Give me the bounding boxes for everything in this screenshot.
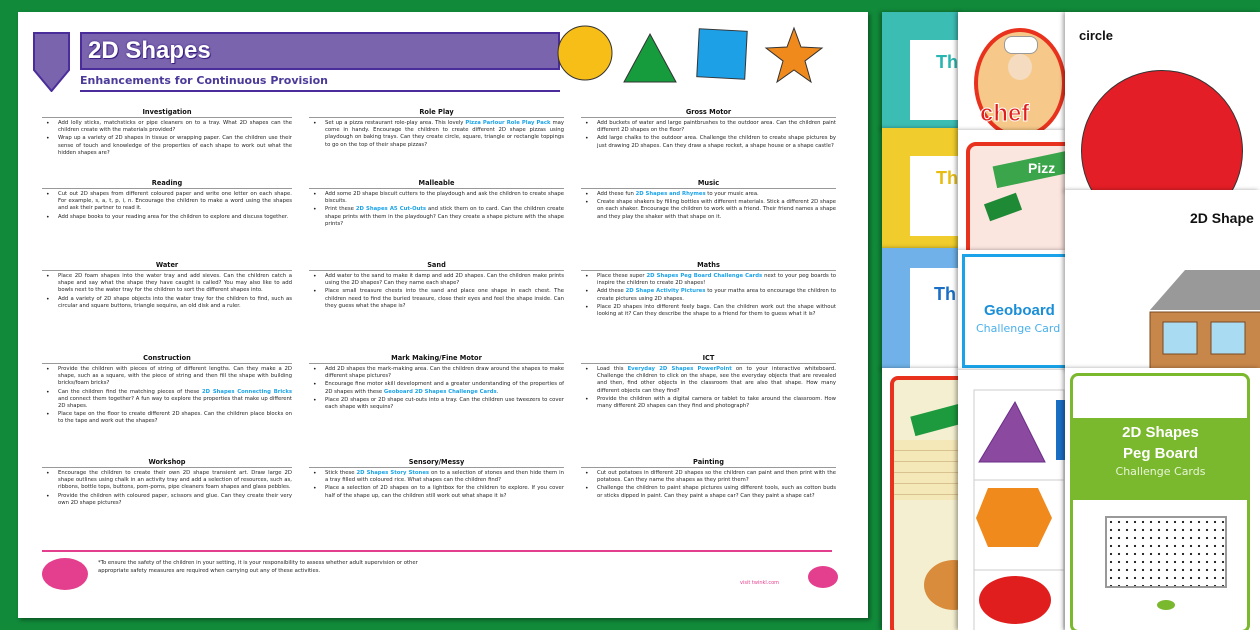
- twinkl-logo: [42, 558, 88, 590]
- item-text: Load this: [597, 366, 628, 372]
- list-item: [581, 366, 836, 395]
- card-title: 2D Shape: [1190, 210, 1254, 226]
- activity-list: [309, 366, 564, 411]
- circle-card: [1065, 12, 1260, 192]
- item-text: Add buckets of water and large paintbrushes to the outdoor area. Can the children paint different 2D shapes on the floor?: [597, 120, 836, 134]
- section-heading: Investigation: [42, 108, 292, 118]
- list-item: [42, 493, 292, 507]
- section-workshop: [42, 458, 292, 550]
- section-painting: [581, 458, 836, 550]
- peg-board-picture: [1105, 516, 1227, 588]
- activity-list: [42, 273, 292, 310]
- list-item: [309, 470, 564, 484]
- item-text: Encourage the children to create their own 2D shape transient art. Draw large 2D shape outlines using chalk in an activity tray and add a selection of resources, such as, ribbons, bottle tops, buttons, pom-poms, pipe cleaners foam shapes and glass pebbles.: [58, 470, 292, 491]
- item-text: Challenge the children to paint shape pictures using different tools, such as cotton buds or sticks dipped in paint. Can they paint a shape car? Can they paint a shape cat?: [597, 485, 836, 499]
- card-title: Geoboard: [984, 302, 1055, 319]
- item-text: Place tape on the floor to create different 2D shapes. Can the children place blocks on to the tape and work out the shapes?: [58, 411, 292, 425]
- page-title: 2D Shapes: [88, 37, 211, 64]
- section-heading: Music: [581, 179, 836, 189]
- card-title: chef: [980, 100, 1030, 127]
- card-subtitle: Challenge Card: [976, 322, 1061, 335]
- section-mark-making-fine-motor: [309, 354, 564, 458]
- triangle-shape-icon: [622, 32, 678, 84]
- item-text: and stick them on to card. Can the children create shape prints with them in the playdough? Can they create a shape picture with the shape prints?: [325, 206, 564, 227]
- section-ict: [581, 354, 836, 458]
- section-heading: Painting: [581, 458, 836, 468]
- list-item: [581, 470, 836, 484]
- resource-link[interactable]: 2D Shape Activity Pictures: [625, 288, 706, 295]
- item-text: Set up a pizza restaurant role-play area. This lovely: [325, 120, 466, 126]
- item-text: Add these fun: [597, 191, 636, 197]
- item-text: next to your peg boards to inspire the children to create 2D shapes!: [597, 273, 837, 287]
- section-heading: Sensory/Messy: [309, 458, 564, 468]
- peg-board-card: [1065, 368, 1260, 630]
- activity-list: [42, 191, 292, 221]
- resource-link[interactable]: Geoboard 2D Shapes Challenge Cards: [383, 388, 497, 395]
- item-text: Can the children find the matching pieces of these: [58, 388, 202, 395]
- section-malleable: [309, 179, 564, 261]
- list-item: [581, 135, 836, 149]
- list-item: [42, 214, 292, 221]
- list-item: [42, 191, 292, 213]
- list-item: [309, 206, 564, 228]
- item-text: Cut out potatoes in different 2D shapes so the children can paint and then print with the potatoes. Can they name the shapes as they print them?: [597, 470, 836, 484]
- card-subtitle: Challenge Cards: [1115, 465, 1206, 478]
- item-text: Place small treasure chests into the sand and place one shape in each chest. The children need to find the buried treasure, close their eyes and feel the shape inside. Can they guess what the shape is?: [325, 288, 564, 309]
- star-shape-icon: [764, 26, 824, 84]
- visit-link[interactable]: visit twinkl.com: [740, 580, 780, 586]
- item-text: Add some 2D shape biscuit cutters to the playdough and ask the children to create shape biscuits.: [325, 191, 564, 205]
- list-item: [581, 191, 836, 198]
- item-text: Wrap up a variety of 2D shapes in tissue or wrapping paper. Can the children use their sense of touch and knowledge of the properties of each shape to work out what the hidden shapes are?: [58, 135, 292, 156]
- section-water: [42, 261, 292, 354]
- activity-list: [309, 470, 564, 500]
- activity-list: [309, 191, 564, 228]
- page-subtitle: Enhancements for Continuous Provision: [80, 74, 329, 87]
- list-item: [42, 135, 292, 157]
- activity-list: [581, 273, 836, 318]
- item-text: on to your interactive whiteboard. Challenge the children to click on the shape, see the everyday objects that are revealed and then, find other objects in the classroom that are also that shape. How many different objects can they find?: [597, 366, 836, 394]
- pizza-scene-card: [882, 368, 962, 630]
- teal-card: [882, 12, 962, 130]
- sections-grid: [42, 108, 837, 550]
- list-item: [309, 120, 564, 149]
- item-text: to your maths area to encourage the children to create pictures using 2D shapes.: [597, 288, 836, 302]
- list-item: [581, 199, 836, 221]
- item-text: Provide the children with pieces of string of different lengths. Can they make a 2D shape, such as a square, with the piece of string and then fill the shape with building bricks/foam bricks?: [58, 366, 292, 387]
- card-title: Th: [936, 168, 958, 188]
- square-shape-icon: [696, 28, 748, 80]
- item-text: to your music area.: [705, 191, 759, 197]
- section-music: [581, 179, 836, 261]
- geoboard-card: [958, 250, 1066, 370]
- twinkl-logo: [1157, 600, 1175, 610]
- section-heading: Maths: [581, 261, 836, 271]
- activity-list: [42, 120, 292, 157]
- list-item: [581, 288, 836, 302]
- section-heading: Workshop: [42, 458, 292, 468]
- card-title: Th: [934, 284, 956, 304]
- item-text: and connect them together? A fun way to explore the properties that make up different 2D shapes.: [58, 395, 292, 410]
- item-text: Place 2D shapes or 2D shape cut-outs into a tray. Can the children use tweezers to cover each shape with sequins?: [325, 396, 564, 411]
- item-text: may come in handy. Encourage the children to create different 2D shape pizzas using playdough on baking trays. Can they create circle, square, triangle or rectangle toppings to go on the top of their shape pizzas?: [325, 120, 564, 148]
- item-text: on to a selection of stones and then hide them in a tray filled with coloured rice. What shapes can the children find?: [325, 470, 564, 484]
- pizza-card: [958, 130, 1066, 250]
- list-item: [42, 120, 292, 134]
- list-item: [309, 397, 564, 411]
- list-item: [42, 273, 292, 295]
- section-heading: Sand: [309, 261, 564, 271]
- list-item: [309, 191, 564, 205]
- list-item: [581, 485, 836, 499]
- activity-list: [309, 120, 564, 149]
- circle-shape-icon: [556, 24, 614, 82]
- item-text: Provide the children with coloured paper, scissors and glue. Can they create their very own 2D shape pictures?: [58, 492, 292, 506]
- list-item: [581, 120, 836, 134]
- divider: [80, 90, 560, 92]
- resource-link[interactable]: 2D Shapes A5 Cut-Outs: [355, 206, 427, 213]
- title-banner: [80, 32, 560, 70]
- item-text: Add these: [597, 288, 626, 295]
- bookmark-arrow-icon: [33, 32, 70, 92]
- item-text: Add shape books to your reading area for the children to explore and discuss together.: [58, 213, 289, 220]
- item-text: Add 2D shapes the mark-making area. Can the children draw around the shapes to make different shape pictures?: [325, 366, 564, 380]
- item-text: Add large chalks to the outdoor area. Challenge the children to create shape pictures by just drawing 2D shapes. Can they draw a shape rocket, a shape house or a shape castle?: [597, 135, 836, 149]
- chef-card: [958, 12, 1066, 130]
- shape-pictures-card: [958, 370, 1066, 630]
- list-item: [309, 273, 564, 287]
- resource-link[interactable]: 2D Shapes and Rhymes: [635, 191, 706, 197]
- item-text: Create shape shakers by filling bottles with different materials. Stick a different 2D shape on each shaker. Encourage the children to work with a friend. Their friend names a shape and they play the shaker with that shape on it.: [597, 199, 836, 220]
- twinkl-badge-icon: [808, 566, 838, 588]
- section-sand: [309, 261, 564, 354]
- activity-list: [42, 366, 292, 426]
- section-heading: ICT: [581, 354, 836, 364]
- activity-list: [42, 470, 292, 507]
- list-item: [309, 485, 564, 499]
- list-item: [581, 396, 836, 410]
- list-item: [581, 304, 836, 318]
- list-item: [309, 366, 564, 380]
- list-item: [309, 288, 564, 310]
- item-text: .: [496, 388, 499, 395]
- section-investigation: [42, 108, 292, 179]
- section-role-play: [309, 108, 564, 179]
- activity-list: [581, 120, 836, 150]
- list-item: [309, 381, 564, 395]
- list-item: [42, 366, 292, 388]
- section-heading: Mark Making/Fine Motor: [309, 354, 564, 364]
- list-item: [581, 273, 836, 287]
- section-reading: [42, 179, 292, 261]
- yellow-card: [882, 128, 962, 248]
- section-heading: Role Play: [309, 108, 564, 118]
- activity-list: [581, 470, 836, 500]
- blue-card: [882, 248, 962, 370]
- section-gross-motor: [581, 108, 836, 179]
- activity-list: [309, 273, 564, 310]
- activity-list: [581, 191, 836, 221]
- resource-link[interactable]: 2D Shapes Connecting Bricks: [202, 388, 292, 395]
- house-picture: [1065, 250, 1260, 370]
- card-title-line2: Peg Board: [1122, 445, 1198, 462]
- activity-document: [18, 12, 868, 618]
- section-heading: Reading: [42, 179, 292, 189]
- item-text: Provide the children with a digital camera or tablet to take around the classroom. How many different 2D shapes can they find and photograph?: [597, 395, 836, 410]
- list-item: [42, 389, 292, 411]
- house-card: [1065, 190, 1260, 370]
- list-item: [42, 470, 292, 492]
- resource-link[interactable]: Pizza Parlour Role Play Pack: [465, 120, 551, 126]
- item-text: Add water to the sand to make it damp and add 2D shapes. Can the children make prints using the 2D shapes? Can they name each shape?: [325, 273, 564, 287]
- item-text: Print these: [325, 206, 356, 213]
- item-text: Add lolly sticks, matchsticks or pipe cleaners on to a tray. What 2D shapes can the children create with the materials provided?: [58, 120, 292, 134]
- item-text: Add a variety of 2D shape objects into the water tray for the children to find, such as circular and square buttons, triangle sequins, an old disk and a ruler.: [58, 295, 292, 309]
- item-text: Place these super: [597, 273, 647, 279]
- section-maths: [581, 261, 836, 354]
- item-text: Place 2D shapes into different feely bags. Can the children work out the shape without looking at it? Can they describe the shape to a friend for them to guess what it is?: [597, 303, 836, 318]
- card-title: Pizz: [1028, 160, 1056, 176]
- section-construction: [42, 354, 292, 458]
- card-title: Th: [936, 52, 958, 72]
- footer-divider: [42, 550, 832, 552]
- section-sensory-messy: [309, 458, 564, 550]
- card-label: circle: [1079, 28, 1113, 43]
- item-text: Cut out 2D shapes from different coloured paper and write one letter on each shape. For example, s, a, t, p, i, n. Encourage the children to make a word using the shapes and ask their partner to read it.: [58, 191, 292, 212]
- resource-link[interactable]: 2D Shapes Peg Board Challenge Cards: [646, 273, 763, 279]
- activity-list: [581, 366, 836, 410]
- section-heading: Malleable: [309, 179, 564, 189]
- card-title: 2D Shapes: [1122, 424, 1199, 441]
- list-item: [42, 296, 292, 310]
- shape-pictures: [958, 370, 1066, 630]
- section-heading: Gross Motor: [581, 108, 836, 118]
- resource-link[interactable]: Everyday 2D Shapes PowerPoint: [627, 366, 732, 372]
- item-text: Encourage fine motor skill development and a greater understanding of the properties of 2D shapes with these: [325, 381, 564, 395]
- section-heading: Water: [42, 261, 292, 271]
- safety-disclaimer: *To ensure the safety of the children in your setting, it is your responsibility to assess whether adult supervision or other appropriate safety measures are required when carrying out any of these activities.: [98, 560, 418, 574]
- section-heading: Construction: [42, 354, 292, 364]
- item-text: Stick these: [325, 470, 357, 476]
- list-item: [42, 411, 292, 425]
- resource-link[interactable]: 2D Shapes Story Stones: [356, 470, 430, 476]
- item-text: Place a selection of 2D shapes on to a lightbox for the children to explore. If you cover half of the shape up, can the children still work out what shape it is?: [325, 485, 564, 499]
- item-text: Place 2D foam shapes into the water tray and add sieves. Can the children catch a shape and say what the shape they have caught is called? You may also like to add bowls next to the water tray for the children to sort the different shapes into.: [58, 273, 292, 294]
